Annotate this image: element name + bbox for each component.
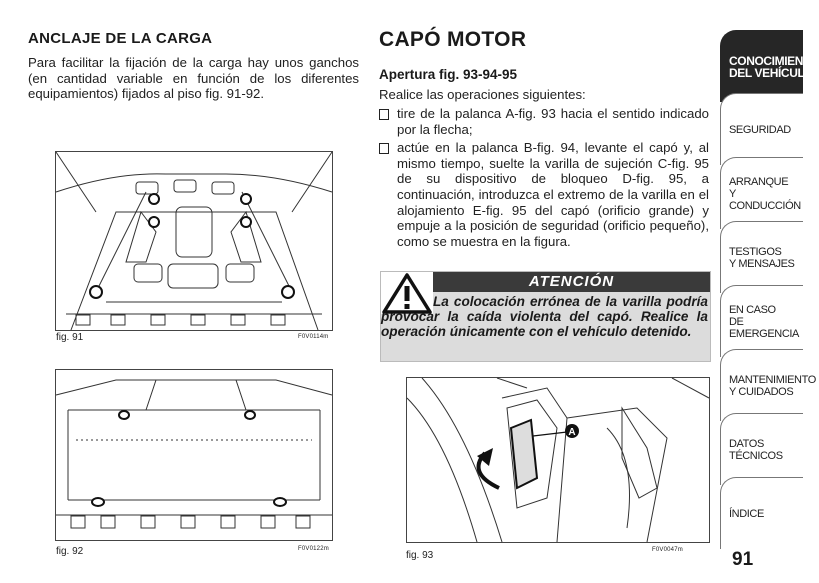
tab-conocimiento-del-vehiculo[interactable]: CONOCIMIENTO DEL VEHÍCULO (720, 30, 803, 102)
tab-arranque-y-conduccion[interactable]: ARRANQUE Y CONDUCCIÓN (720, 157, 803, 229)
checkbox-bullet-icon (379, 109, 389, 120)
step-item: actúe en la palanca B-fig. 94, levante el capó y, al mismo tiempo, suelte la varilla de sujeción C-fig. 95 de su dispositivo de bloqueo D-fig. 95, a continuación, introduzca el extremo de la varilla en el alojamiento E-fig. 95 del capó (orificio grande) y empuje a la posición de seguridad (orificio pequeño), como se muestra en la figura. (379, 140, 709, 249)
figure-92-cargo-floor-hooks (55, 369, 333, 541)
warning-heading: ATENCIÓN (433, 272, 710, 292)
figure-93-hood-release-lever (406, 377, 710, 543)
hood-intro: Realice las operaciones siguientes: (379, 87, 586, 102)
figure-91-caption: fig. 91 (56, 332, 84, 343)
tab-testigos-y-mensajes[interactable]: TESTIGOS Y MENSAJES (720, 221, 803, 293)
tab-mantenimiento-y-cuidados[interactable]: MANTENIMIENTO Y CUIDADOS (720, 349, 803, 421)
hood-steps (379, 106, 709, 250)
step-item: tire de la palanca A-fig. 93 hacia el sentido indicado por la flecha; (379, 106, 709, 137)
tab-en-caso-de-emergencia[interactable]: EN CASO DE EMERGENCIA (720, 285, 803, 357)
figure-91-code: F0V0114m (298, 334, 329, 340)
tab-seguridad[interactable]: SEGURIDAD (720, 93, 803, 165)
figure-93-code: F0V0047m (652, 547, 683, 553)
section-title-cargo-anchorage: ANCLAJE DE LA CARGA (28, 30, 213, 47)
checkbox-bullet-icon (379, 143, 389, 154)
figure-92-caption: fig. 92 (56, 546, 84, 557)
warning-text: La colocación errónea de la varilla podría provocar la caída violenta del capó. Realice la operación únicamente con el vehículo detenido. (381, 294, 708, 340)
warning-box (380, 271, 711, 362)
figure-92-code: F0V0122m (298, 546, 329, 552)
section-title-hood: CAPÓ MOTOR (379, 28, 527, 51)
callout-label-a: A (568, 427, 576, 438)
figure-93-caption: fig. 93 (406, 550, 434, 561)
page-number: 91 (732, 549, 754, 570)
figure-91-cargo-floor-hooks (55, 151, 333, 331)
hood-subtitle: Apertura fig. 93-94-95 (379, 67, 518, 82)
tab-datos-tecnicos[interactable]: DATOS TÉCNICOS (720, 413, 803, 485)
tab-indice[interactable]: ÍNDICE (720, 477, 803, 549)
cargo-paragraph: Para facilitar la fijación de la carga hay unos ganchos (en cantidad variable en función de los diferentes equipamientos) fijados al piso fig. 91-92. (28, 55, 359, 102)
